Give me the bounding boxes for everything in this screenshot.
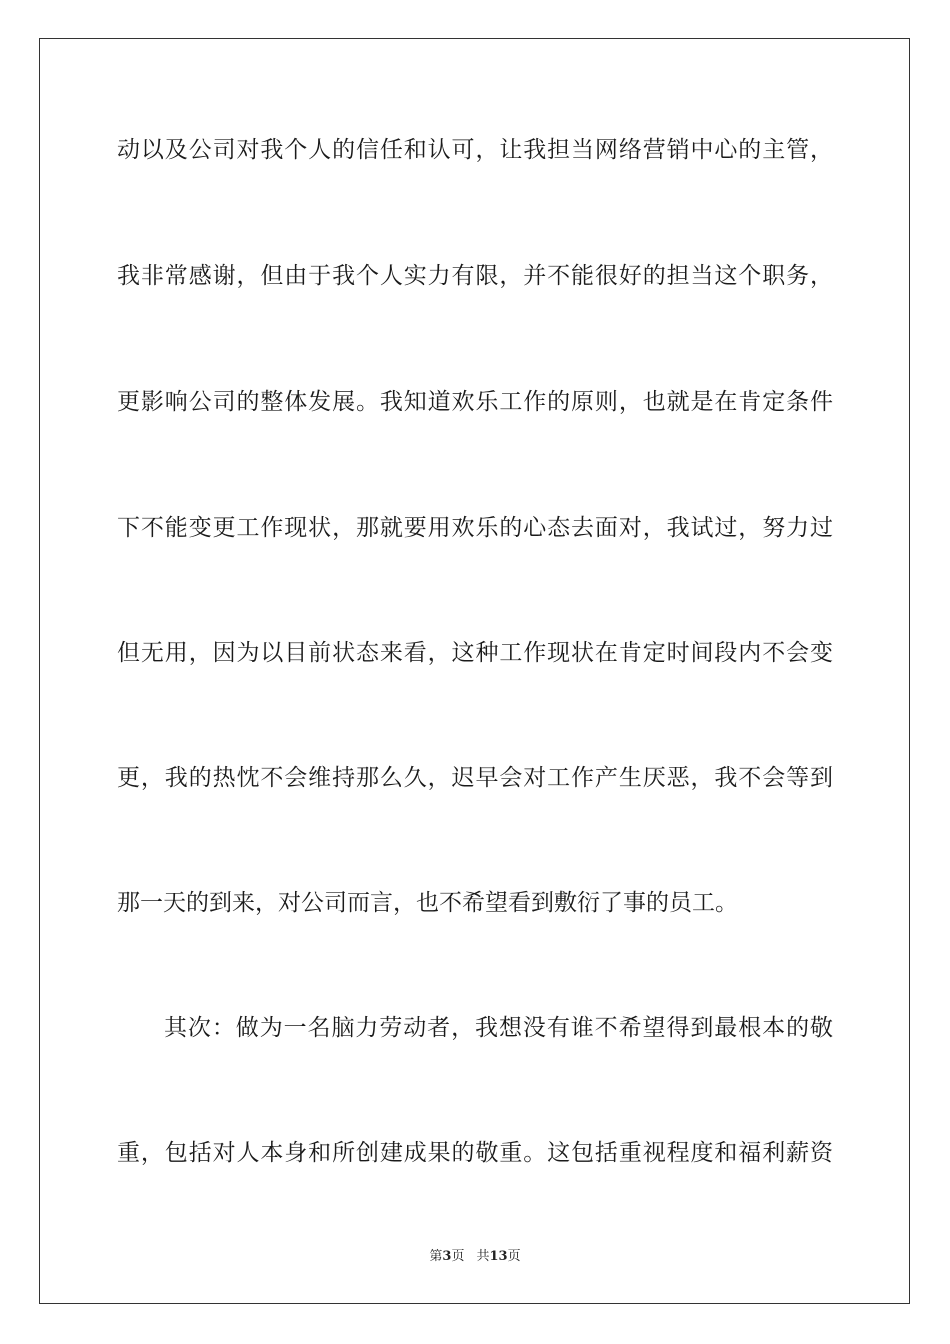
page-border — [39, 38, 910, 1304]
total-prefix: 共 — [476, 1249, 490, 1264]
paragraph-line-4: 下不能变更工作现状，那就要用欢乐的心态去面对，我试过，努力过 — [117, 515, 833, 541]
page-suffix: 页 — [451, 1249, 465, 1264]
total-suffix: 页 — [507, 1249, 521, 1264]
paragraph-line-1: 动以及公司对我个人的信任和认可，让我担当网络营销中心的主管， — [117, 137, 833, 163]
page-number: 3 — [442, 1249, 452, 1264]
paragraph-line-6: 更，我的热忱不会维持那么久，迟早会对工作产生厌恶，我不会等到 — [117, 765, 833, 791]
paragraph-line-7: 那一天的到来，对公司而言，也不希望看到敷衍了事的员工。 — [117, 890, 738, 916]
paragraph-line-9: 重，包括对人本身和所创建成果的敬重。这包括重视程度和福利薪资 — [117, 1140, 833, 1166]
paragraph-line-5: 但无用，因为以目前状态来看，这种工作现状在肯定时间段内不会变 — [117, 640, 833, 666]
paragraph-line-8: 其次：做为一名脑力劳动者，我想没有谁不希望得到最根本的敬 — [164, 1015, 833, 1041]
paragraph-line-2: 我非常感谢，但由于我个人实力有限，并不能很好的担当这个职务， — [117, 263, 833, 289]
paragraph-line-3: 更影响公司的整体发展。我知道欢乐工作的原则，也就是在肯定条件 — [117, 389, 833, 415]
page-prefix: 第 — [429, 1249, 443, 1264]
total-pages: 13 — [489, 1249, 508, 1264]
page-footer — [0, 1248, 950, 1266]
